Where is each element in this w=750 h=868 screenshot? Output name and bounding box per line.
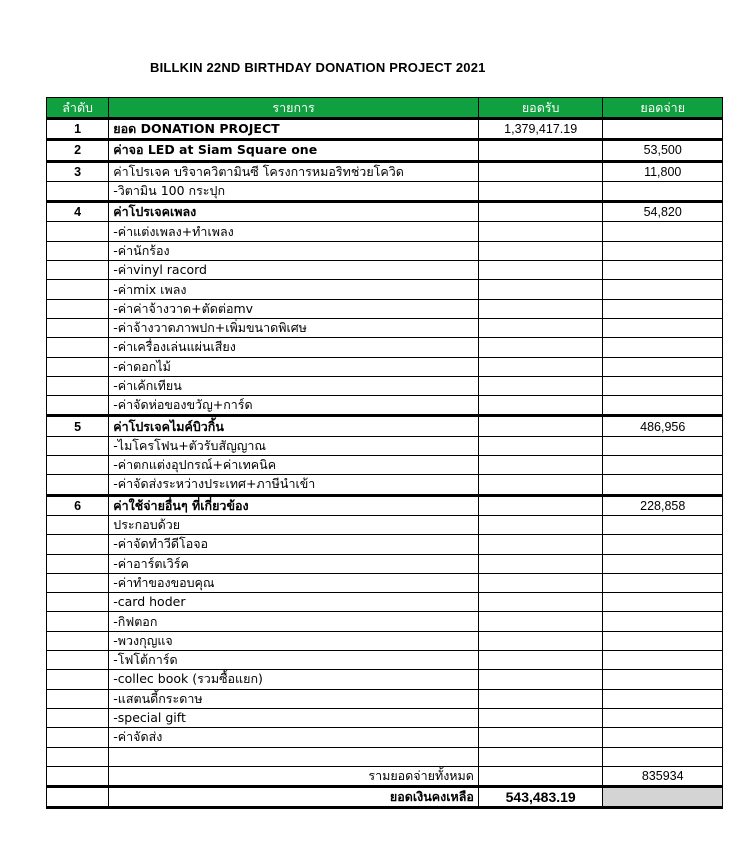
row-item: ค่าจอ LED at Siam Square one bbox=[109, 140, 479, 161]
row-item: -ค่าแต่งเพลง+ทำเพลง bbox=[109, 222, 479, 241]
row-expense bbox=[603, 670, 723, 689]
row-item: -ค่าจัดส่ง bbox=[109, 728, 479, 747]
row-income bbox=[478, 222, 603, 241]
row-no bbox=[47, 181, 109, 201]
row-income bbox=[478, 573, 603, 592]
header-expense: ยอดจ่าย bbox=[603, 98, 723, 119]
table-row bbox=[47, 436, 723, 455]
row-income bbox=[478, 593, 603, 612]
row-expense bbox=[603, 593, 723, 612]
row-expense: 228,858 bbox=[603, 495, 723, 515]
row-item: -ค่าค่าจ้างวาด+ตัดต่อmv bbox=[109, 299, 479, 318]
table-row bbox=[47, 456, 723, 475]
table-row bbox=[47, 161, 723, 181]
row-no bbox=[47, 747, 109, 766]
row-no bbox=[47, 766, 109, 786]
table-row bbox=[47, 280, 723, 299]
row-item: -กิฟตอก bbox=[109, 612, 479, 631]
row-item: -ค่าทำของขอบคุณ bbox=[109, 573, 479, 592]
row-income bbox=[478, 376, 603, 395]
row-expense bbox=[603, 689, 723, 708]
balance-label: ยอดเงินคงเหลือ bbox=[109, 787, 479, 808]
row-no bbox=[47, 670, 109, 689]
table-row bbox=[47, 495, 723, 515]
table-row bbox=[47, 396, 723, 416]
table-row bbox=[47, 612, 723, 631]
row-income bbox=[478, 318, 603, 337]
row-item: -ค่าmix เพลง bbox=[109, 280, 479, 299]
table-row bbox=[47, 318, 723, 337]
row-item: ยอด DONATION PROJECT bbox=[109, 119, 479, 140]
row-income bbox=[478, 241, 603, 260]
row-income bbox=[478, 396, 603, 416]
row-no bbox=[47, 376, 109, 395]
row-income bbox=[478, 495, 603, 515]
row-income bbox=[478, 280, 603, 299]
row-no bbox=[47, 318, 109, 337]
table-row bbox=[47, 261, 723, 280]
row-income bbox=[478, 416, 603, 436]
row-no bbox=[47, 338, 109, 357]
row-item: -ค่าอาร์ตเวิร์ค bbox=[109, 554, 479, 573]
row-expense bbox=[603, 456, 723, 475]
row-income bbox=[478, 140, 603, 161]
row-no bbox=[47, 593, 109, 612]
table-row bbox=[47, 241, 723, 260]
row-item: -โฟโต้การ์ด bbox=[109, 651, 479, 670]
row-no bbox=[47, 241, 109, 260]
row-no bbox=[47, 631, 109, 650]
table-row bbox=[47, 475, 723, 495]
row-item: -ค่าจัดห่อของขวัญ+การ์ด bbox=[109, 396, 479, 416]
row-expense bbox=[603, 396, 723, 416]
header-no: ลำดับ bbox=[47, 98, 109, 119]
table-row bbox=[47, 747, 723, 766]
row-income bbox=[478, 261, 603, 280]
table-row bbox=[47, 202, 723, 222]
table-row bbox=[47, 708, 723, 727]
table-row bbox=[47, 631, 723, 650]
row-income bbox=[478, 766, 603, 786]
row-income bbox=[478, 161, 603, 181]
table-row bbox=[47, 119, 723, 140]
row-income bbox=[478, 338, 603, 357]
row-no bbox=[47, 515, 109, 534]
row-no: 2 bbox=[47, 140, 109, 161]
row-income bbox=[478, 689, 603, 708]
row-no bbox=[47, 436, 109, 455]
row-item: ค่าโปรเจคเพลง bbox=[109, 202, 479, 222]
row-item: -ค่าvinyl racord bbox=[109, 261, 479, 280]
document-title: BILLKIN 22ND BIRTHDAY DONATION PROJECT 2021 bbox=[150, 60, 486, 75]
row-expense bbox=[603, 119, 723, 140]
table-row bbox=[47, 416, 723, 436]
donation-table bbox=[46, 97, 723, 809]
row-expense bbox=[603, 747, 723, 766]
row-income bbox=[478, 728, 603, 747]
row-income bbox=[478, 456, 603, 475]
table-row bbox=[47, 593, 723, 612]
row-no bbox=[47, 222, 109, 241]
row-expense bbox=[603, 318, 723, 337]
row-expense bbox=[603, 535, 723, 554]
row-no bbox=[47, 708, 109, 727]
row-no bbox=[47, 299, 109, 318]
row-income bbox=[478, 515, 603, 534]
row-no: 4 bbox=[47, 202, 109, 222]
row-item: -ค่าจ้างวาดภาพปก+เพิ่มขนาดพิเศษ bbox=[109, 318, 479, 337]
row-expense bbox=[603, 181, 723, 201]
row-no bbox=[47, 787, 109, 808]
row-no: 3 bbox=[47, 161, 109, 181]
row-income bbox=[478, 631, 603, 650]
row-income bbox=[478, 299, 603, 318]
table-row bbox=[47, 338, 723, 357]
row-income bbox=[478, 554, 603, 573]
row-expense bbox=[603, 631, 723, 650]
header-row bbox=[47, 98, 723, 119]
header-item: รายการ bbox=[109, 98, 479, 119]
row-item: ค่าใช้จ่ายอื่นๆ ที่เกี่ยวข้อง bbox=[109, 495, 479, 515]
row-item: -ค่าตกแต่งอุปกรณ์+ค่าเทคนิค bbox=[109, 456, 479, 475]
row-item: -collec book (รวมซื้อแยก) bbox=[109, 670, 479, 689]
row-item: -ค่านักร้อง bbox=[109, 241, 479, 260]
row-expense bbox=[603, 280, 723, 299]
table-row bbox=[47, 299, 723, 318]
total-expense-value: 835934 bbox=[603, 766, 723, 786]
row-item: -พวงกุญแจ bbox=[109, 631, 479, 650]
row-expense bbox=[603, 554, 723, 573]
row-income bbox=[478, 747, 603, 766]
row-expense bbox=[603, 222, 723, 241]
table-row bbox=[47, 357, 723, 376]
row-item: ค่าโปรเจค บริจาควิตามินซี โครงการหมอริทช่วยโควิด bbox=[109, 161, 479, 181]
row-income bbox=[478, 202, 603, 222]
table-row bbox=[47, 670, 723, 689]
table-row bbox=[47, 573, 723, 592]
total-expense-label: รามยอดจ่ายทั้งหมด bbox=[109, 766, 479, 786]
row-no bbox=[47, 357, 109, 376]
row-no: 1 bbox=[47, 119, 109, 140]
row-expense bbox=[603, 261, 723, 280]
row-no bbox=[47, 456, 109, 475]
table-row bbox=[47, 222, 723, 241]
row-no bbox=[47, 396, 109, 416]
row-item: ประกอบด้วย bbox=[109, 515, 479, 534]
row-item bbox=[109, 747, 479, 766]
row-income: 1,379,417.19 bbox=[478, 119, 603, 140]
row-expense bbox=[603, 338, 723, 357]
row-income bbox=[478, 436, 603, 455]
row-no bbox=[47, 728, 109, 747]
row-expense: 11,800 bbox=[603, 161, 723, 181]
row-expense bbox=[603, 787, 723, 808]
header-income: ยอดรับ bbox=[478, 98, 603, 119]
row-expense bbox=[603, 573, 723, 592]
row-no bbox=[47, 554, 109, 573]
row-item: -แสตนดี้กระดาษ bbox=[109, 689, 479, 708]
row-expense bbox=[603, 515, 723, 534]
row-item: -วิตามิน 100 กระปุก bbox=[109, 181, 479, 201]
row-item: -ค่าจัดส่งระหว่างประเทศ+ภาษีนำเข้า bbox=[109, 475, 479, 495]
row-expense bbox=[603, 728, 723, 747]
row-income bbox=[478, 475, 603, 495]
balance-value: 543,483.19 bbox=[478, 787, 603, 808]
row-income bbox=[478, 670, 603, 689]
row-income bbox=[478, 535, 603, 554]
row-item: -ค่าดอกไม้ bbox=[109, 357, 479, 376]
row-no bbox=[47, 535, 109, 554]
table-row bbox=[47, 689, 723, 708]
table-row bbox=[47, 515, 723, 534]
row-income bbox=[478, 651, 603, 670]
table-row bbox=[47, 766, 723, 786]
row-income bbox=[478, 357, 603, 376]
row-expense bbox=[603, 376, 723, 395]
row-no bbox=[47, 573, 109, 592]
row-expense bbox=[603, 241, 723, 260]
row-expense bbox=[603, 612, 723, 631]
table-row bbox=[47, 728, 723, 747]
row-expense bbox=[603, 651, 723, 670]
row-expense: 54,820 bbox=[603, 202, 723, 222]
row-expense bbox=[603, 299, 723, 318]
row-item: -ไมโครโฟน+ตัวรับสัญญาณ bbox=[109, 436, 479, 455]
row-no bbox=[47, 475, 109, 495]
row-income bbox=[478, 181, 603, 201]
row-no bbox=[47, 280, 109, 299]
table-row bbox=[47, 376, 723, 395]
row-item: -ค่าจัดทำวีดีโอจอ bbox=[109, 535, 479, 554]
row-item: -special gift bbox=[109, 708, 479, 727]
row-item: ค่าโปรเจคไมค์บิวกิ้น bbox=[109, 416, 479, 436]
table-row bbox=[47, 181, 723, 201]
row-expense bbox=[603, 357, 723, 376]
table-row bbox=[47, 787, 723, 808]
row-item: -card hoder bbox=[109, 593, 479, 612]
row-no bbox=[47, 612, 109, 631]
row-item: -ค่าเครื่องเล่นแผ่นเสียง bbox=[109, 338, 479, 357]
row-income bbox=[478, 708, 603, 727]
row-no: 6 bbox=[47, 495, 109, 515]
row-expense: 53,500 bbox=[603, 140, 723, 161]
table-row bbox=[47, 140, 723, 161]
row-expense bbox=[603, 436, 723, 455]
table-row bbox=[47, 554, 723, 573]
row-expense: 486,956 bbox=[603, 416, 723, 436]
row-no: 5 bbox=[47, 416, 109, 436]
row-income bbox=[478, 612, 603, 631]
row-item: -ค่าเค้กเทียน bbox=[109, 376, 479, 395]
table-row bbox=[47, 651, 723, 670]
row-no bbox=[47, 651, 109, 670]
row-no bbox=[47, 261, 109, 280]
row-expense bbox=[603, 475, 723, 495]
table-row bbox=[47, 535, 723, 554]
row-expense bbox=[603, 708, 723, 727]
row-no bbox=[47, 689, 109, 708]
